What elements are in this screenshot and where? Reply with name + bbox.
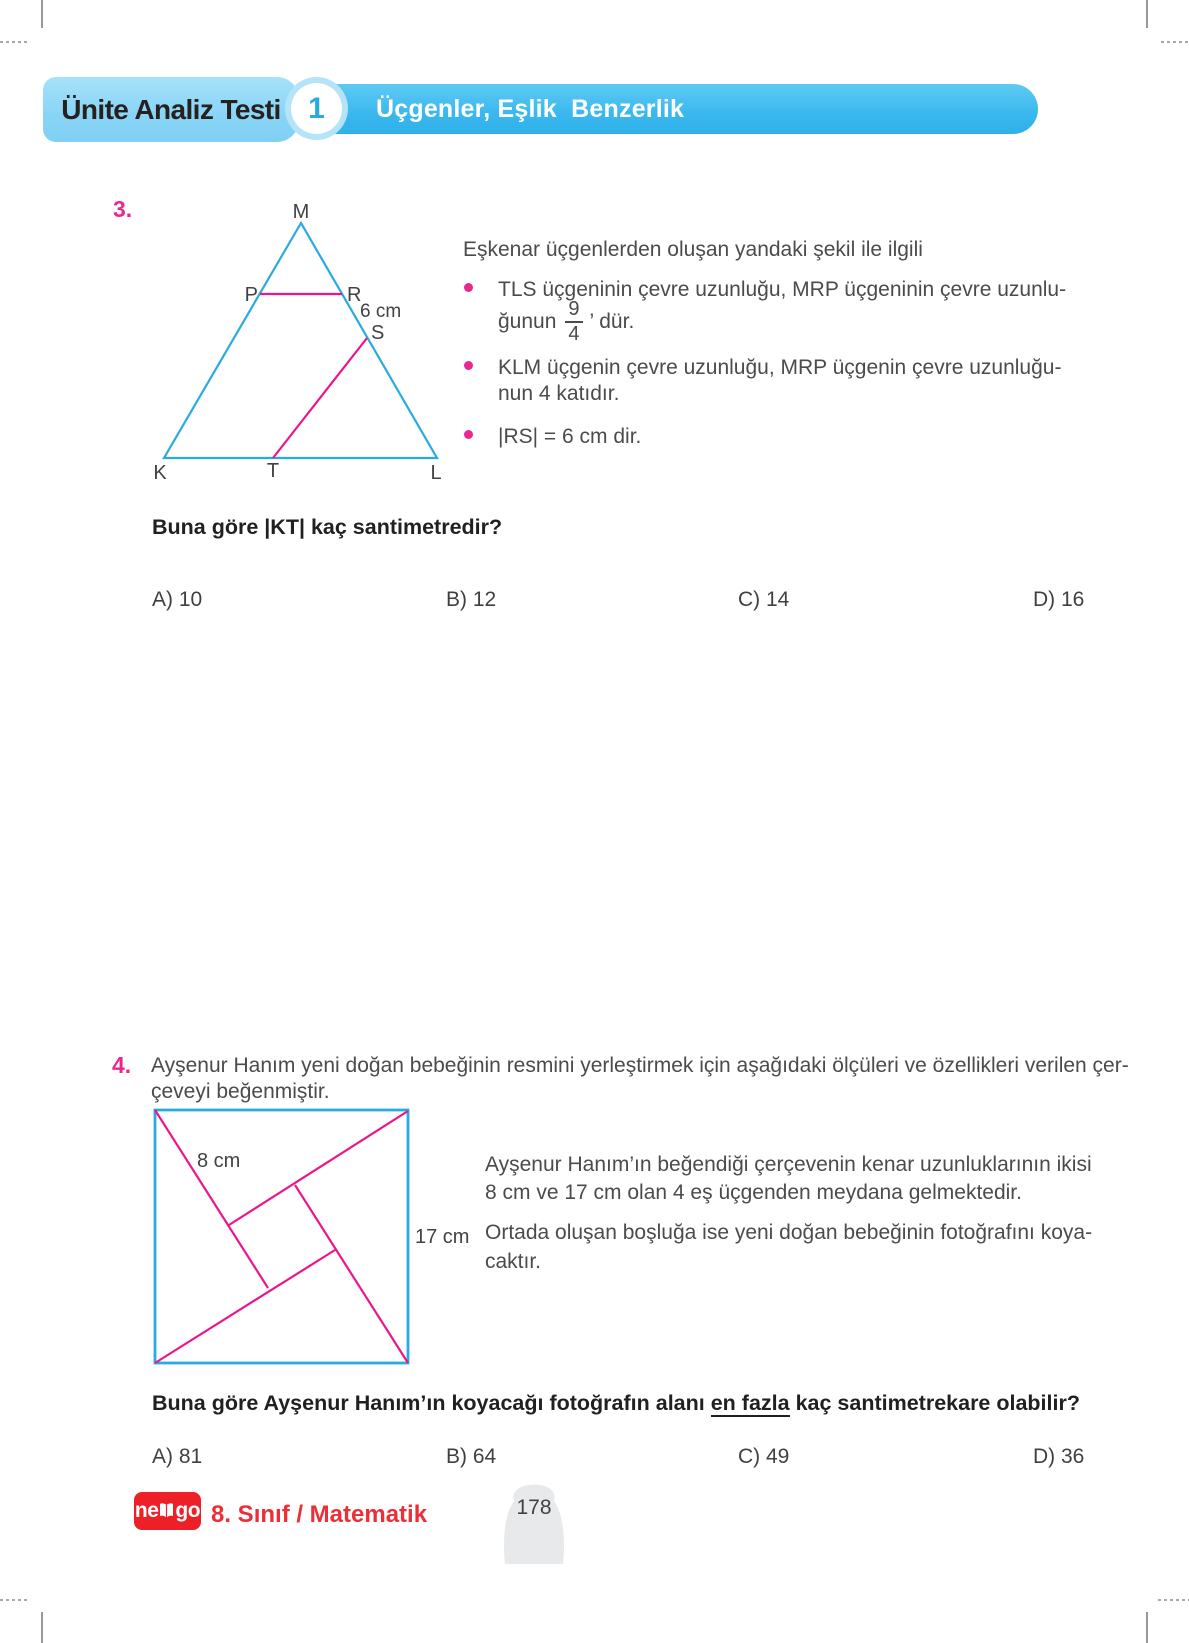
q3-bullet3: |RS| = 6 cm dir.	[498, 425, 642, 448]
page-number: 178	[516, 1496, 552, 1519]
q4-intro-line1: Ayşenur Hanım yeni doğan bebeğinin resmini yerleştirmek için aşağıdaki ölçüleri ve özellikleri verilen çer-	[151, 1054, 1129, 1077]
q4-option-d: D) 36	[1033, 1445, 1085, 1468]
crop-mark-top-left-horizontal	[0, 41, 28, 43]
vertex-label-t: T	[266, 460, 280, 482]
vertex-label-p: P	[244, 284, 258, 306]
open-book-icon	[159, 1502, 174, 1520]
q4-para1-line2: 8 cm ve 17 cm olan 4 eş üçgenden meydana gelmektedir.	[485, 1181, 1022, 1204]
crop-mark-top-right-horizontal	[1161, 41, 1189, 43]
q3-bullet2-line2: nun 4 katıdır.	[498, 382, 620, 405]
pinwheel-line-3	[295, 1185, 408, 1363]
question-4-number: 4.	[112, 1052, 132, 1078]
crop-mark-bottom-left-vertical	[41, 1612, 43, 1643]
crop-mark-bottom-right-vertical	[1146, 1612, 1148, 1643]
crop-mark-bottom-left-horizontal	[0, 1599, 30, 1601]
q4-para2-line2: caktır.	[485, 1250, 542, 1273]
logo-text-left: ne	[134, 1499, 159, 1522]
q3-option-b: B) 12	[446, 588, 497, 611]
vertex-label-m: M	[292, 201, 310, 223]
fraction-nine-fourths	[565, 299, 582, 345]
q3-option-d: D) 16	[1033, 588, 1085, 611]
q4-option-a: A) 81	[152, 1445, 203, 1468]
side-length-label: 17 cm	[415, 1226, 470, 1248]
bullet-dot	[464, 361, 473, 370]
pinwheel-line-4	[155, 1250, 335, 1363]
crop-mark-top-left-vertical	[41, 0, 43, 28]
bullet-dot	[464, 430, 473, 439]
pinwheel-line-1	[155, 1110, 268, 1288]
q4-option-c: C) 49	[738, 1445, 790, 1468]
q3-bullet1-line1: TLS üçgeninin çevre uzunluğu, MRP üçgeninin çevre uzunlu-	[498, 278, 1067, 301]
frame-square-outline	[155, 1110, 408, 1363]
bullet-dot	[464, 283, 473, 292]
publisher-logo	[134, 1492, 201, 1530]
q4-question-suffix: kaç santimetrekare olabilir?	[789, 1391, 1080, 1415]
fraction-denominator: 4	[568, 323, 580, 345]
q3-bullet2-line1: KLM üçgenin çevre uzunluğu, MRP üçgenin çevre uzunluğu-	[498, 356, 1062, 379]
q4-intro-line2: çeveyi beğenmiştir.	[151, 1080, 330, 1103]
q4-para2-line1: Ortada oluşan boşluğa ise yeni doğan bebeğinin fotoğrafını koya-	[485, 1221, 1093, 1244]
q3-intro: Eşkenar üçgenlerden oluşan yandaki şekil ile ilgili	[463, 238, 923, 261]
test-number: 1	[308, 91, 325, 125]
q4-question-prefix: Buna göre Ayşenur Hanım’ın koyacağı fotoğrafın alanı	[152, 1391, 711, 1415]
crop-mark-top-right-vertical	[1146, 0, 1148, 28]
logo-text-right: go	[175, 1499, 201, 1522]
fraction-numerator: 9	[565, 299, 582, 323]
segment-ts	[273, 338, 367, 458]
unit-test-tab	[43, 77, 299, 142]
footer-subject-label: 8. Sınıf / Matematik	[211, 1501, 428, 1528]
crop-mark-bottom-right-horizontal	[1158, 1599, 1189, 1601]
question-3-number: 3.	[113, 196, 133, 222]
q3-option-a: A) 10	[152, 588, 203, 611]
vertex-label-l: L	[430, 462, 442, 484]
leg-length-label: 8 cm	[197, 1150, 241, 1172]
unit-test-tab-label: Ünite Analiz Testi	[61, 93, 281, 125]
q3-option-c: C) 14	[738, 588, 790, 611]
pinwheel-line-2	[229, 1111, 408, 1225]
q3-triangle-diagram	[100, 190, 460, 490]
chapter-title-bar	[296, 84, 1038, 134]
vertex-label-s: S	[371, 322, 385, 344]
vertex-label-r: R	[347, 284, 362, 306]
q3-bullet1-line2	[498, 300, 634, 344]
chapter-title: Üçgenler, Eşlik Benzerlik	[376, 94, 685, 123]
rs-length-label: 6 cm	[360, 301, 402, 322]
q3-bullet1-line2-suffix: ’ dür.	[589, 310, 635, 333]
q4-question	[152, 1391, 1080, 1416]
q4-frame-diagram	[140, 1095, 470, 1380]
q4-question-underlined: en fazla	[710, 1391, 790, 1415]
q3-bullet1-line2-prefix: ğunun	[498, 310, 557, 333]
test-number-badge	[291, 83, 342, 134]
q4-para1-line1: Ayşenur Hanım’ın beğendiği çerçevenin kenar uzunluklarının ikisi	[485, 1153, 1092, 1176]
q4-option-b: B) 64	[446, 1445, 497, 1468]
vertex-label-k: K	[153, 462, 167, 484]
q3-question: Buna göre |KT| kaç santimetredir?	[152, 515, 503, 539]
